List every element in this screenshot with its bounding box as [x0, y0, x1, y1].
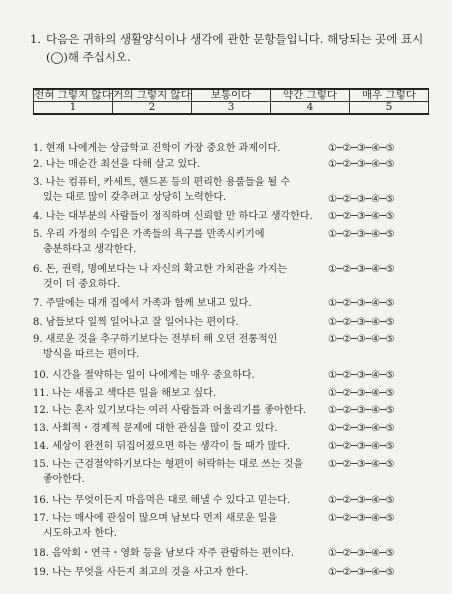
scale-label-3: 보통이다	[192, 89, 271, 102]
question-line: 7. 주말에는 대개 집에서 가족과 함께 보내고 있다.	[33, 298, 252, 309]
question-text	[33, 512, 333, 541]
scale-label-4: 약간 그렇다	[271, 89, 350, 102]
scale-label-5: 매우 그렇다	[350, 89, 429, 102]
question-text	[33, 494, 333, 509]
answer-scale[interactable]: ①─②─③─④─⑤	[328, 459, 395, 470]
question-text	[33, 316, 333, 331]
question-text	[33, 142, 333, 157]
question-line: 19. 나는 무엇을 사든지 최고의 것을 사고자 한다.	[33, 567, 249, 578]
answer-scale[interactable]: ①─②─③─④─⑤	[328, 423, 395, 434]
answer-scale[interactable]: ①─②─③─④─⑤	[328, 405, 395, 416]
scale-number-4: 4	[271, 102, 350, 115]
question-text	[33, 228, 333, 257]
question-text	[33, 458, 333, 487]
answer-scale[interactable]: ①─②─③─④─⑤	[328, 194, 395, 205]
question-line: 18. 음악회・연극・영화 등을 남보다 자주 관람하는 편이다.	[33, 548, 295, 559]
question-line-continued: 시도하고자 한다.	[43, 527, 117, 539]
answer-scale[interactable]: ①─②─③─④─⑤	[328, 143, 395, 154]
answer-scale[interactable]: ①─②─③─④─⑤	[328, 567, 395, 578]
question-line: 6. 돈, 권력, 명예보다는 나 자신의 확고한 가치관을 가지는	[33, 264, 287, 275]
question-text	[33, 176, 333, 205]
question-text	[33, 422, 333, 437]
question-text	[33, 297, 333, 312]
question-line: 9. 새로운 것을 추구하기보다는 전부터 해 오던 전통적인	[33, 334, 278, 345]
question-line: 2. 나는 매순간 최선을 다해 살고 있다.	[33, 159, 201, 170]
question-line: 4. 나는 대부분의 사람들이 정직하며 신뢰할 만 하다고 생각한다.	[33, 211, 313, 222]
answer-scale[interactable]: ①─②─③─④─⑤	[328, 370, 395, 381]
question-line: 15. 나는 근검절약하기보다는 형편이 허락하는 대로 쓰는 것을	[33, 459, 303, 470]
question-line: 3. 나는 컴퓨터, 카세트, 핸드폰 등의 편리한 용품들을 될 수	[33, 177, 291, 188]
answer-scale[interactable]: ①─②─③─④─⑤	[328, 334, 395, 345]
question-line: 1. 현재 나에게는 상급학교 진학이 가장 중요한 과제이다.	[33, 143, 281, 154]
question-text	[33, 333, 333, 362]
scale-number-5: 5	[350, 102, 429, 115]
question-text	[33, 263, 333, 292]
question-text	[33, 158, 333, 173]
question-line: 12. 나는 혼자 있기보다는 여러 사람들과 어울리기를 좋아한다.	[33, 405, 307, 416]
question-text	[33, 404, 333, 419]
question-line: 17. 나는 매사에 관심이 많으며 남보다 먼저 새로운 일을	[33, 513, 278, 524]
scale-label-1: 전혀 그렇지 않다	[34, 89, 112, 101]
answer-scale[interactable]: ①─②─③─④─⑤	[328, 495, 395, 506]
answer-scale[interactable]: ①─②─③─④─⑤	[328, 317, 395, 328]
question-line: 8. 남들보다 일찍 일어나고 잘 일어나는 편이다.	[33, 317, 239, 328]
answer-scale[interactable]: ①─②─③─④─⑤	[328, 264, 395, 275]
answer-scale[interactable]: ①─②─③─④─⑤	[328, 548, 395, 559]
question-text	[33, 440, 333, 455]
question-line-continued: 충분하다고 생각한다.	[43, 243, 137, 255]
question-text	[33, 566, 333, 581]
scale-number-3: 3	[192, 102, 271, 115]
question-line-continued: 것이 더 중요하다.	[43, 278, 121, 290]
answer-scale[interactable]: ①─②─③─④─⑤	[328, 298, 395, 309]
instruction-number: 1.	[30, 32, 41, 46]
question-line: 10. 시간을 절약하는 일이 나에게는 매우 중요하다.	[33, 370, 255, 381]
answer-scale[interactable]: ①─②─③─④─⑤	[328, 159, 395, 170]
instruction-text: 다음은 귀하의 생활양식이나 생각에 관한 문항들입니다. 해당되는 곳에 표시(◯)해 주십시오.	[46, 32, 424, 64]
question-line: 16. 나는 무엇이든지 마음먹은 대로 해낼 수 있다고 믿는다.	[33, 495, 291, 506]
question-line: 13. 사회적・경제적 문제에 대한 관심을 많이 갖고 있다.	[33, 423, 278, 434]
question-text	[33, 547, 333, 562]
scale-number-1: 1	[34, 102, 113, 115]
question-line: 11. 나는 새롭고 색다른 일을 해보고 싶다.	[33, 388, 217, 399]
instruction	[30, 30, 435, 66]
scale-number-2: 2	[113, 102, 192, 115]
answer-scale[interactable]: ①─②─③─④─⑤	[328, 513, 395, 524]
question-line-continued: 좋아한다.	[43, 473, 85, 485]
scale-label-2: 거의 그렇지 않다	[113, 89, 191, 101]
question-text	[33, 387, 333, 402]
question-line: 5. 우리 가정의 수입은 가족들의 욕구를 만족시키기에	[33, 229, 265, 240]
answer-scale[interactable]: ①─②─③─④─⑤	[328, 211, 395, 222]
question-text	[33, 369, 333, 384]
question-line-continued: 있는 대로 많이 갖추려고 상당히 노력한다.	[43, 191, 227, 203]
question-text	[33, 210, 333, 225]
answer-scale[interactable]: ①─②─③─④─⑤	[328, 441, 395, 452]
answer-scale[interactable]: ①─②─③─④─⑤	[328, 229, 395, 240]
answer-scale[interactable]: ①─②─③─④─⑤	[328, 388, 395, 399]
question-line-continued: 방식을 따르는 편이다.	[43, 348, 140, 360]
rating-scale-table	[33, 88, 429, 115]
question-line: 14. 세상이 완전히 뒤집어졌으면 하는 생각이 들 때가 많다.	[33, 441, 291, 452]
